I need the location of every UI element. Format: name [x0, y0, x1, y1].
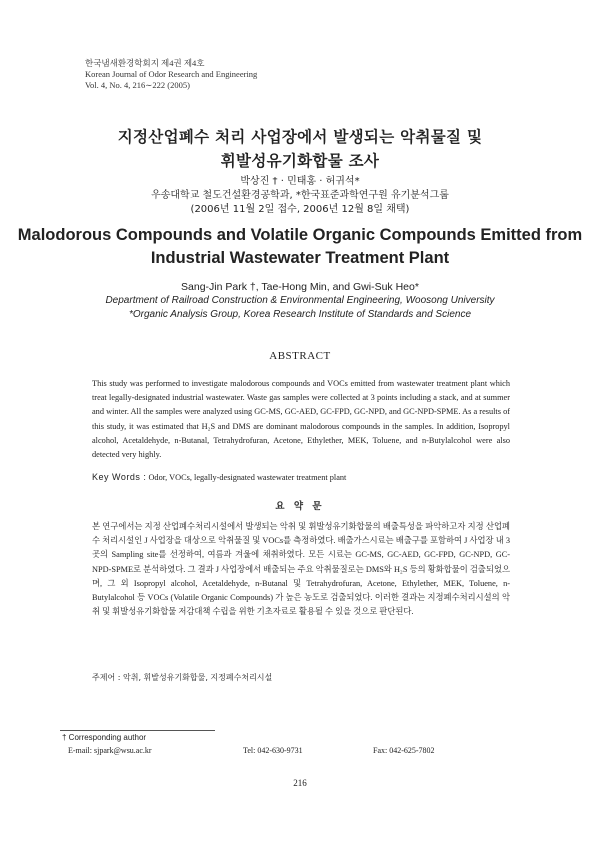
title-korean: [0, 125, 600, 173]
authors-english: Sang-Jin Park †, Tae-Hong Min, and Gwi-Suk Heo*: [181, 281, 419, 293]
affiliation-korean: 우송대학교 철도건설환경공학과, *한국표준과학연구원 유기분석그룹: [151, 190, 449, 201]
korean-keywords: [92, 672, 272, 683]
footnote-tel: Tel: 042-630-9731: [243, 746, 303, 755]
page-number: 216: [293, 778, 307, 788]
journal-header: [85, 58, 257, 91]
authors-korean: 박상진 † · 민태홍 · 허귀석*: [240, 176, 360, 187]
korean-keywords-text: 악취, 휘발성유기화합물, 지정폐수처리시설: [122, 673, 273, 682]
affiliation-english-1: Department of Railroad Construction & Environmental Engineering, Woosong University: [105, 295, 495, 306]
title-english-line-2: Industrial Wastewater Treatment Plant: [150, 249, 450, 267]
affiliation-english-2: *Organic Analysis Group, Korea Research Institute of Standards and Science: [128, 309, 472, 320]
author-block-korean: [0, 175, 600, 217]
keywords: [92, 472, 346, 482]
korean-keywords-label: 주제어 :: [92, 673, 121, 682]
footnote-fax: Fax: 042-625-7802: [373, 746, 435, 755]
title-korean-line-2: 휘발성유기화합물 조사: [220, 152, 380, 170]
journal-name-kor: 한국냄새환경학회지 제4권 제4호: [85, 58, 205, 68]
corresponding-author-note: † Corresponding author: [62, 733, 147, 742]
abstract-heading: ABSTRACT: [269, 350, 331, 362]
keywords-text: Odor, VOCs, legally-designated wastewater treatment plant: [148, 473, 347, 482]
author-block-english: [0, 280, 600, 322]
abstract-body: This study was performed to investigate malodorous compounds and VOCs emitted from wastewater treatment plant which treat legally-designated industrial wastewater. Waste gas samples were collected at 3 points including a stack, and at summer and winter. All the samples were analyzed using GC-MS, GC-AED, GC-FPD, GC-NPD, and GC-NPD-SPME. As a results of this study, it was estimated that H₂S and DMS are dominant malodorous compounds in the samples. In addition, Isopropyl alcohol, Acetaldehyde, n-Butanal, Tetrahydrofuran, Acetone, Ethylether, MEK, Toluene, and n-Butylalcohol were also detected very highly.: [92, 379, 510, 460]
title-english-line-1: Malodorous Compounds and Volatile Organic Compounds Emitted from: [17, 226, 583, 244]
title-korean-line-1: 지정산업폐수 처리 사업장에서 발생되는 악취물질 및: [117, 128, 483, 146]
footnote-email: E-mail: sjpark@wsu.ac.kr: [68, 746, 152, 755]
volume-info: Vol. 4, No. 4, 216∼222 (2005): [85, 80, 190, 90]
received-dates: (2006년 11월 2일 접수, 2006년 12월 8일 채택): [190, 204, 410, 215]
keywords-label: Key Words :: [92, 472, 147, 482]
footnote-divider: [60, 730, 215, 731]
journal-name-eng: Korean Journal of Odor Research and Engineering: [85, 69, 258, 79]
korean-summary-heading: 요 약 문: [275, 501, 325, 512]
korean-summary-body: 본 연구에서는 지정 산업폐수처리시설에서 발생되는 악취 및 휘발성유기화합물의 배출특성을 파악하고자 지정 산업폐수 처리시설인 J 사업장을 대상으로 악취물질 및 VOCs를 측정하였다. 배출가스시료는 배출구를 포함하여 J 사업장 내 3곳의 Sampling site를 선정하여, 여름과 겨울에 채취하였다. 모든 시료는 GC-MS, GC-AED, GC-FPD, GC-NPD, GC-NPD-SPME로 분석하였다. 그 결과 J 사업장에서 배출되는 주요 악취물질로는 DMS와 H₂S 등의 황화합물이 검출되었으며, 그 외 Isopropyl alcohol, Acetaldehyde, n-Butanal 및 Tetrahydrofuran, Acetone, Ethylether, MEK, Toluene, n-Butylalcohol 등 VOCs (Volatile Organic Compounds) 가 높은 농도로 검출되었다. 이러한 결과는 지정폐수처리시설의 악취 및 휘발성유기화합물 저감대책 수립을 위한 기초자료로 활용될 수 있을 것으로 판단된다.: [92, 522, 510, 617]
title-english: [0, 224, 600, 270]
